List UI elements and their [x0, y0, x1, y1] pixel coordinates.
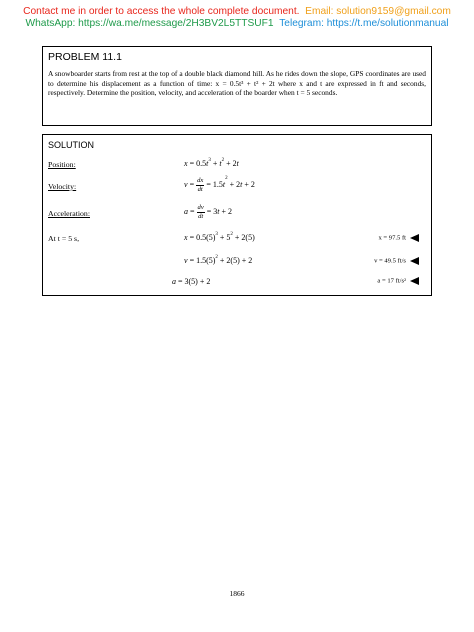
contact-banner-line-1 [0, 6, 474, 18]
email-link[interactable]: Email: solution9159@gmail.com [305, 6, 451, 17]
velocity-answer: v = 49.5 ft/s [374, 257, 419, 265]
whatsapp-link[interactable]: WhatsApp: https://wa.me/message/2H3BV2L5TTSUF1 [25, 18, 274, 29]
velocity-equation: v = $\frac{dx}{dt}$ = $1.5t^2 + 2t + 2$ [184, 176, 255, 193]
acceleration-label: Acceleration: [48, 209, 90, 218]
answer-arrow-icon [410, 234, 419, 242]
velocity-label: Velocity: [48, 182, 77, 191]
position-substitution: $x = 0.5(5)^3 + 5^2 + 2(5)$ [184, 232, 255, 242]
problem-statement: A snowboarder starts from rest at the top of a double black diamond hill. As he rides down the slope, GPS coordinates are used to determine his displacement as a function of time: x = 0.5t³ + t² + 2t where x and t are expressed in ft and seconds, respectively. Determine the position, velocity, and acceleration of the boarder when t = 5 seconds. [48, 69, 426, 98]
position-equation: $x = 0.5t^3 + t^2 + 2t$ [184, 158, 239, 168]
answer-arrow-icon [410, 277, 419, 285]
acceleration-substitution: a = 3(5) + 2 [172, 277, 211, 286]
answer-arrow-icon [410, 257, 419, 265]
page-number: 1866 [229, 589, 245, 598]
acceleration-answer: a = 17 ft/s² [377, 277, 419, 285]
at-time-label: At t = 5 s, [48, 234, 80, 243]
velocity-substitution: $v = 1.5(5)^2 + 2(5) + 2$ [184, 255, 253, 265]
solution-box [42, 134, 432, 296]
telegram-link[interactable]: Telegram: https://t.me/solutionmanual [279, 18, 449, 29]
position-label: Position: [48, 160, 76, 169]
problem-title: PROBLEM 11.1 [48, 51, 122, 63]
solution-title: SOLUTION [48, 140, 95, 150]
problem-box [42, 46, 432, 126]
acceleration-equation: a = $\frac{dv}{dt}$ = 3t + 2 [184, 204, 233, 220]
contact-banner-line-2 [0, 18, 474, 30]
position-answer: x = 97.5 ft [378, 234, 419, 242]
contact-message: Contact me in order to access the whole complete document. [23, 6, 300, 17]
